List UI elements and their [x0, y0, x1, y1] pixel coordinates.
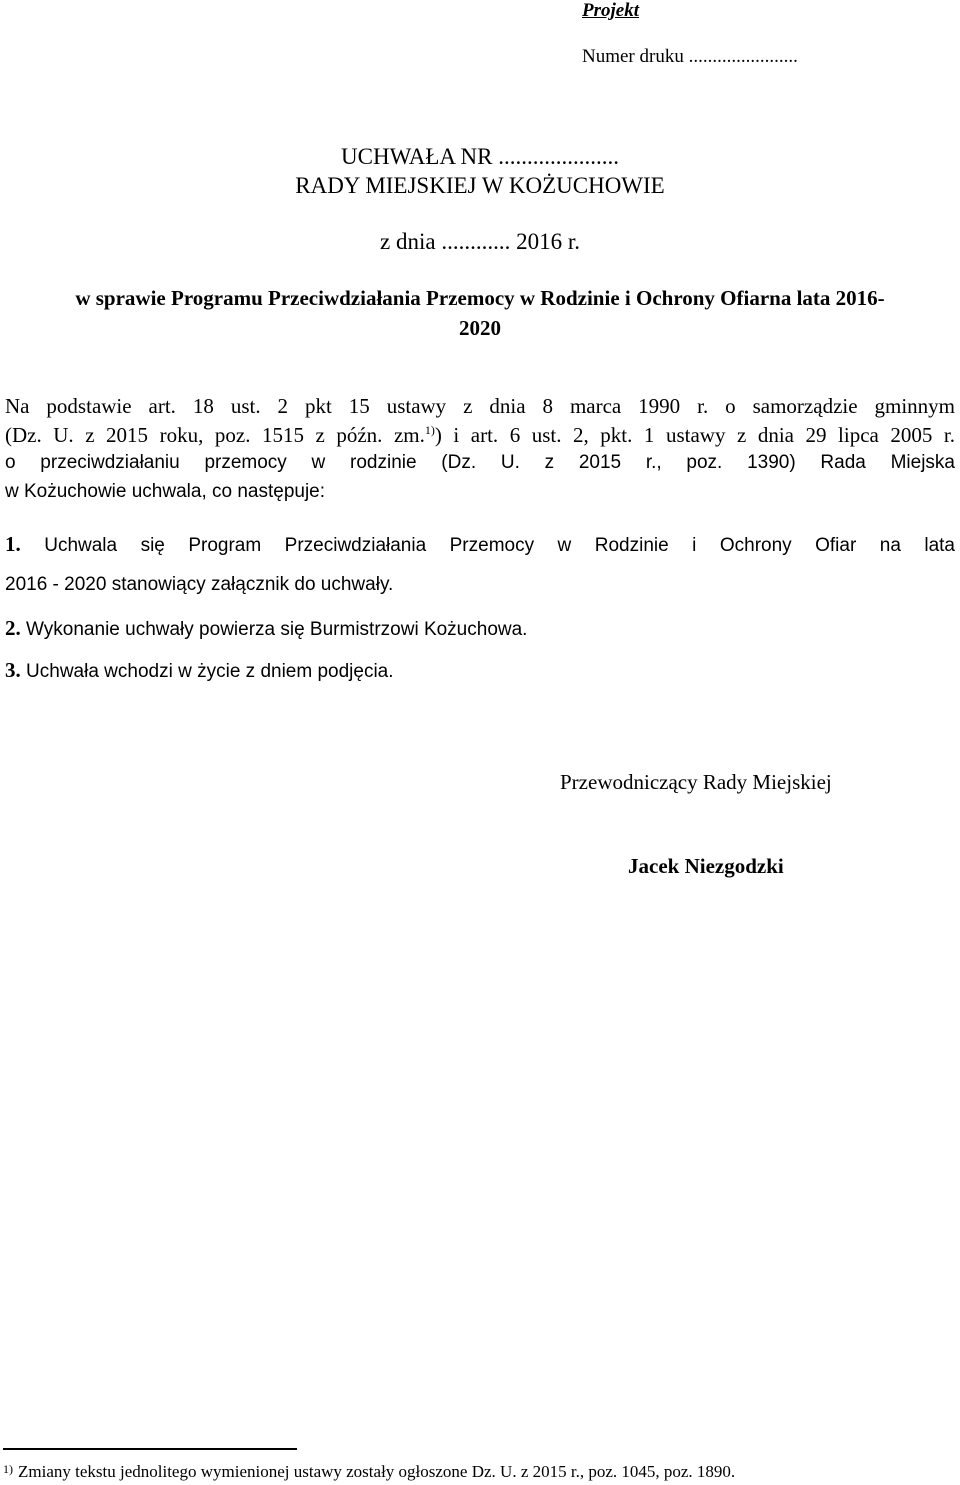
- footnote-reference: 1): [424, 423, 435, 437]
- signature-title: Przewodniczący Rady Miejskiej: [560, 770, 832, 794]
- print-number: Numer druku .......................: [582, 46, 798, 67]
- preamble-line-2b: ) i art. 6 ust. 2, pkt. 1 ustawy z dnia 29 lipca 2005 r.: [434, 423, 956, 447]
- paragraph-number-3: 3.: [5, 658, 21, 682]
- preamble-line-3: o przeciwdziałaniu przemocy w rodzinie (Dz. U. z 2015 r., poz. 1390) Rada Miejska: [5, 452, 955, 473]
- preamble-line-2: [5, 423, 955, 448]
- paragraph-2: [5, 616, 527, 641]
- footnote-separator: [3, 1448, 297, 1450]
- paragraph-3: [5, 658, 394, 683]
- footnote-marker: 1): [3, 1462, 13, 1476]
- paragraph-3-text: Uchwała wchodzi w życie z dniem podjęcia.: [26, 661, 394, 682]
- projekt-label: Projekt: [582, 0, 639, 21]
- paragraph-2-text: Wykonanie uchwały powierza się Burmistrzowi Kożuchowa.: [26, 619, 528, 640]
- paragraph-1: [5, 532, 955, 557]
- signature-name: Jacek Niezgodzki: [628, 854, 784, 878]
- resolution-number: UCHWAŁA NR .....................: [341, 144, 619, 169]
- council-name: RADY MIEJSKIEJ W KOŻUCHOWIE: [295, 173, 665, 198]
- subject-line-2: 2020: [459, 316, 501, 340]
- preamble-line-1: Na podstawie art. 18 ust. 2 pkt 15 ustawy z dnia 8 marca 1990 r. o samorządzie gminnym: [5, 394, 955, 418]
- subject-line-1: w sprawie Programu Przeciwdziałania Przemocy w Rodzinie i Ochrony Ofiarna lata 2016-: [75, 286, 885, 310]
- paragraph-number-2: 2.: [5, 616, 21, 640]
- paragraph-1-line-2: 2016 - 2020 stanowiący załącznik do uchwały.: [5, 574, 394, 595]
- paragraph-number-1: 1.: [5, 532, 21, 556]
- preamble-line-2a: (Dz. U. z 2015 roku, poz. 1515 z późn. zm.: [5, 423, 425, 447]
- paragraph-1-line-1: Uchwala się Program Przeciwdziałania Przemocy w Rodzinie i Ochrony Ofiar na lata: [44, 535, 956, 556]
- footnote-text: Zmiany tekstu jednolitego wymienionej ustawy zostały ogłoszone Dz. U. z 2015 r., poz. 1045, poz. 1890.: [18, 1462, 736, 1481]
- resolution-date: z dnia ............ 2016 r.: [380, 229, 580, 254]
- preamble-line-4: w Kożuchowie uchwala, co następuje:: [5, 481, 326, 502]
